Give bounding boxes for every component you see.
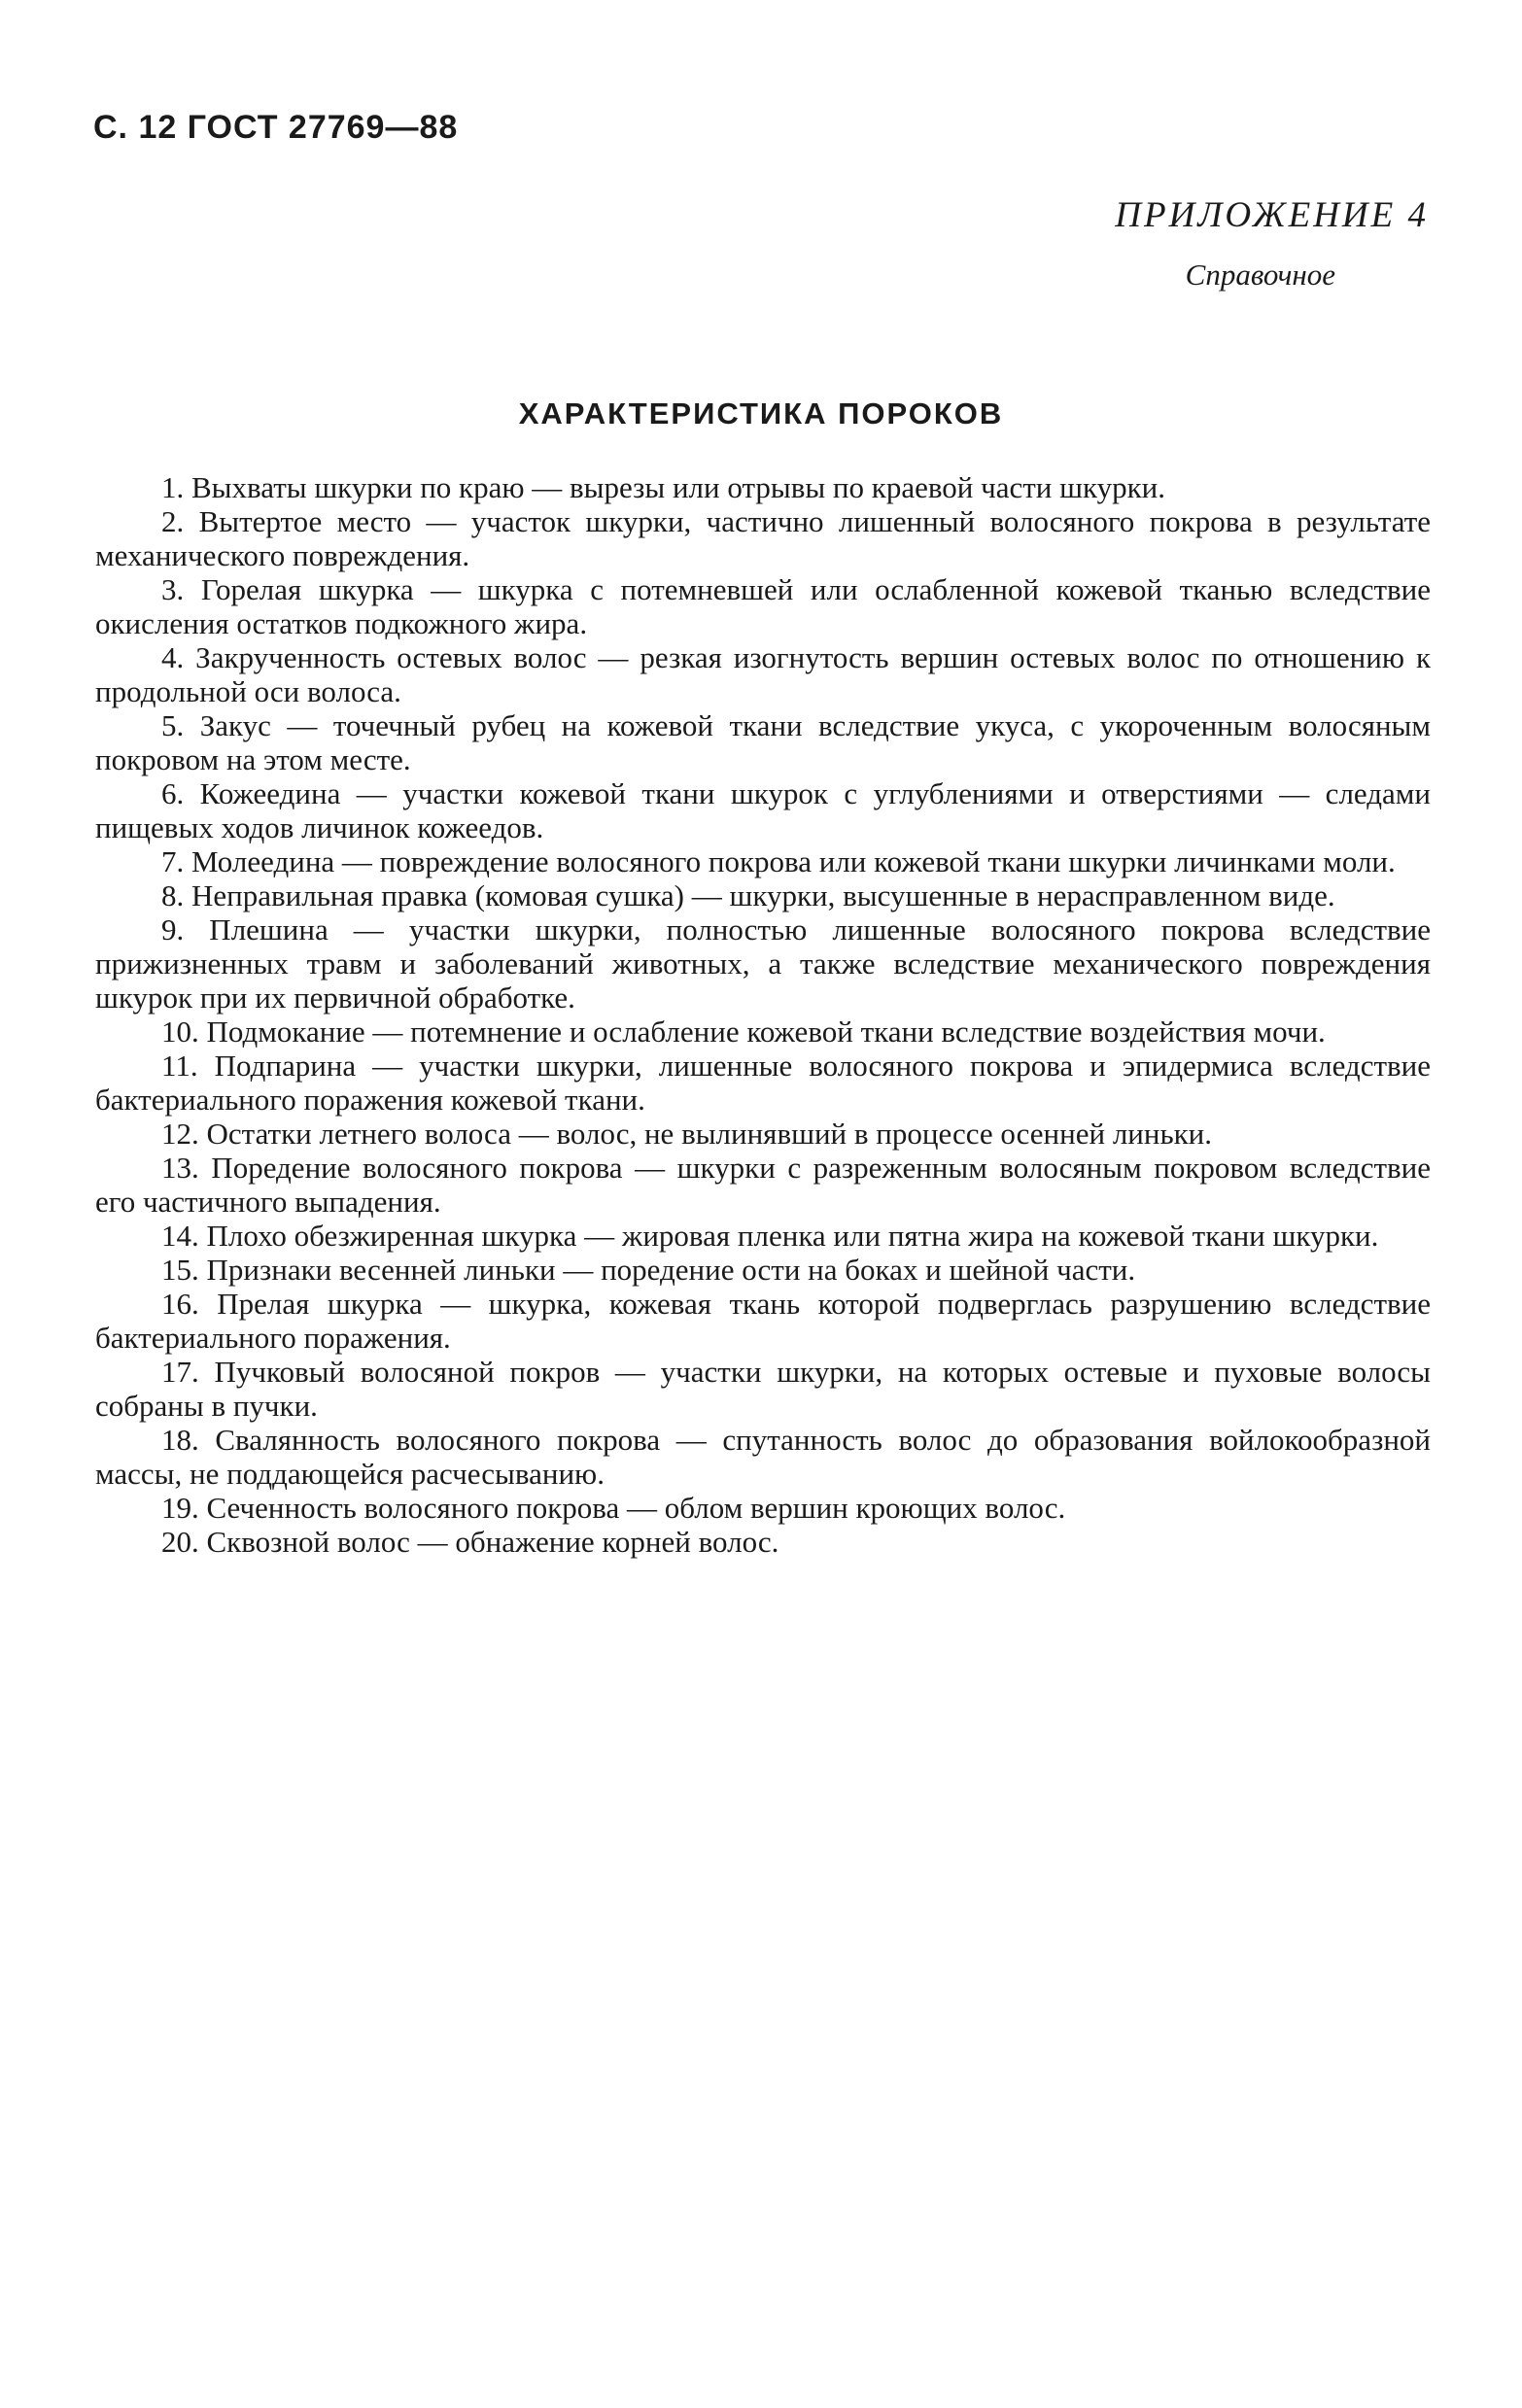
page-header: С. 12 ГОСТ 27769—88 — [93, 109, 459, 146]
appendix-subtitle: Справочное — [1185, 258, 1335, 292]
defect-item-9: 9. Плешина — участки шкурки, полностью лишенные волосяного покрова вследствие прижизненных травм и заболеваний животных, а также вследствие механического повреждения шкурок при их первичной обработке. — [95, 912, 1431, 1015]
defect-item-2: 2. Вытертое место — участок шкурки, частично лишенный волосяного покрова в результате механического повреждения. — [95, 504, 1431, 572]
appendix-title: ПРИЛОЖЕНИЕ 4 — [1115, 195, 1429, 235]
defect-item-13: 13. Поредение волосяного покрова — шкурки с разреженным волосяным покровом вследствие его частичного выпадения. — [95, 1151, 1431, 1219]
defect-item-7: 7. Молеедина — повреждение волосяного покрова или кожевой ткани шкурки личинками моли. — [161, 844, 1396, 878]
defect-item-4: 4. Закрученность остевых волос — резкая изогнутость вершин остевых волос по отношению к продольной оси волоса. — [95, 640, 1431, 708]
document-title: ХАРАКТЕРИСТИКА ПОРОКОВ — [518, 396, 1004, 430]
defect-item-15: 15. Признаки весенней линьки — поредение ости на боках и шейной части. — [161, 1253, 1136, 1287]
defect-item-1: 1. Выхваты шкурки по краю — вырезы или отрывы по краевой части шкурки. — [161, 470, 1165, 504]
defect-item-16: 16. Прелая шкурка — шкурка, кожевая ткань которой подверглась разрушению вследствие бактериального поражения. — [95, 1287, 1431, 1355]
defect-item-18: 18. Свалянность волосяного покрова — спутанность волос до образования войлокообразной массы, не поддающейся расчесыванию. — [95, 1423, 1431, 1491]
defect-item-17: 17. Пучковый волосяной покров — участки шкурки, на которых остевые и пуховые волосы собраны в пучки. — [95, 1355, 1431, 1423]
defect-item-6: 6. Кожеедина — участки кожевой ткани шкурок с углублениями и отверстиями — следами пищевых ходов личинок кожеедов. — [95, 776, 1431, 844]
defect-item-12: 12. Остатки летнего волоса — волос, не вылинявший в процессе осенней линьки. — [161, 1117, 1213, 1151]
defect-list — [95, 470, 1431, 1559]
defect-item-19: 19. Сеченность волосяного покрова — облом вершин кроющих волос. — [161, 1491, 1066, 1525]
defect-item-10: 10. Подмокание — потемнение и ослабление кожевой ткани вследствие воздействия мочи. — [161, 1015, 1326, 1049]
appendix-block — [1115, 194, 1429, 292]
defect-item-14: 14. Плохо обезжиренная шкурка — жировая пленка или пятна жира на кожевой ткани шкурки. — [161, 1219, 1379, 1253]
defect-item-20: 20. Сквозной волос — обнажение корней волос. — [161, 1525, 779, 1559]
defect-item-11: 11. Подпарина — участки шкурки, лишенные волосяного покрова и эпидермиса вследствие бактериального поражения кожевой ткани. — [95, 1049, 1431, 1117]
defect-item-8: 8. Неправильная правка (комовая сушка) — шкурки, высушенные в нерасправленном виде. — [161, 878, 1335, 912]
defect-item-5: 5. Закус — точечный рубец на кожевой ткани вследствие укуса, с укороченным волосяным покровом на этом месте. — [95, 708, 1431, 776]
defect-item-3: 3. Горелая шкурка — шкурка с потемневшей или ослабленной кожевой тканью вследствие окисления остатков подкожного жира. — [95, 572, 1431, 640]
